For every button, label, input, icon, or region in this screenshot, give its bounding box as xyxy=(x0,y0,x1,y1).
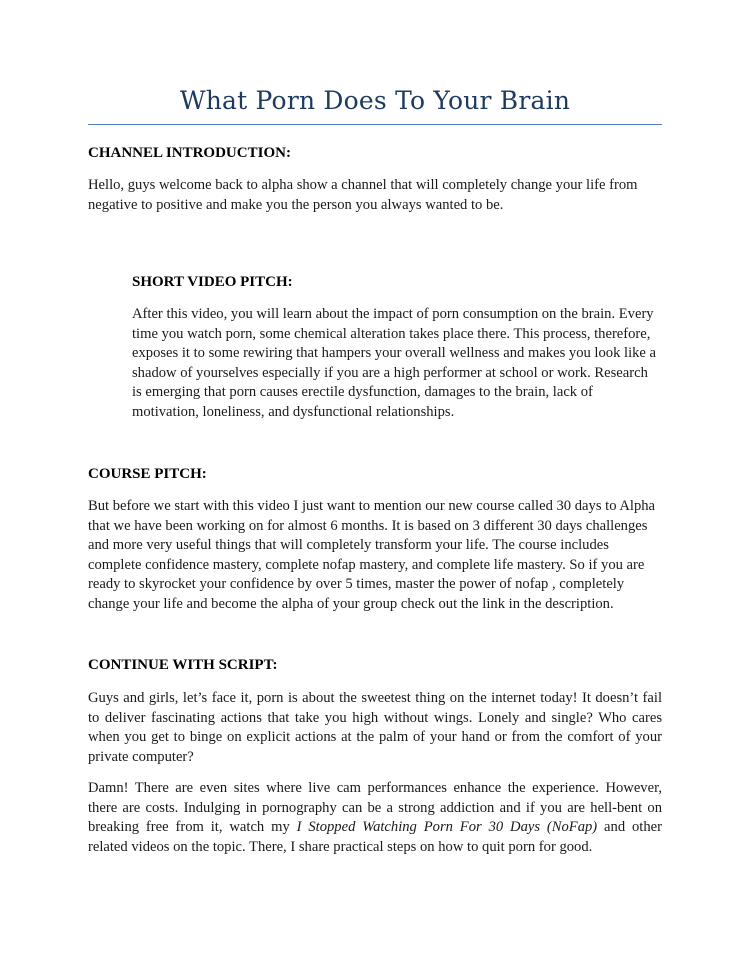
video-title-reference: I Stopped Watching Porn For 30 Days (NoFap) xyxy=(296,819,598,835)
title-underline-rule xyxy=(88,124,662,125)
text-line: exposes it to some rewiring that hampers your overall wellness and makes you look like a xyxy=(132,345,657,361)
paragraph-script-2 xyxy=(88,779,662,857)
text-line: But before we start with this video I just want to mention our new course called 30 days to Alpha xyxy=(88,498,656,514)
heading-continue-with-script: CONTINUE WITH SCRIPT: xyxy=(88,657,278,673)
text-line: Guys and girls, let’s face it, porn is about the sweetest thing on the internet today! It doesn’t fail xyxy=(88,690,662,706)
text-line: motivation, loneliness, and dysfunctional relationships. xyxy=(132,403,455,420)
paragraph-channel-introduction xyxy=(88,176,662,215)
paragraph-short-video-pitch xyxy=(132,305,662,422)
heading-channel-introduction: CHANNEL INTRODUCTION: xyxy=(88,145,291,161)
paragraph-script-1 xyxy=(88,689,662,767)
text-segment: and other xyxy=(597,819,662,835)
text-line: shadow of yourselves especially if you are a high performer at school or work. Research xyxy=(132,364,648,381)
text-line: negative to positive and make you the person you always wanted to be. xyxy=(88,196,504,213)
text-line: is emerging that porn causes erectile dysfunction, damages to the brain, lack of xyxy=(132,384,593,400)
document-title: What Porn Does To Your Brain xyxy=(179,86,571,115)
heading-course-pitch: COURSE PITCH: xyxy=(88,466,207,482)
text-line-with-video-reference xyxy=(88,818,662,838)
heading-short-video-pitch: SHORT VIDEO PITCH: xyxy=(132,274,293,290)
text-line: that we have been working on for almost 6 months. It is based on 3 different 30 days challenges xyxy=(88,517,648,534)
text-line: related videos on the topic. There, I share practical steps on how to quit porn for good. xyxy=(88,838,593,855)
text-line: there are costs. Indulging in pornography can be a strong addiction and if you are hell-bent on xyxy=(88,799,662,816)
text-line: to deliver fascinating actions that take you high without wings. Lonely and single? Who cares xyxy=(88,709,662,726)
text-line: Damn! There are even sites where live cam performances enhance the experience. However, xyxy=(88,780,662,796)
text-line: complete confidence mastery, complete nofap mastery, and complete life mastery. So if you are xyxy=(88,556,645,573)
text-line: when you get to binge on explicit actions at the palm of your hand or from the comfort of your xyxy=(88,729,662,745)
text-line: and more very useful things that will completely transform your life. The course includes xyxy=(88,537,609,553)
text-line: private computer? xyxy=(88,748,194,765)
paragraph-course-pitch xyxy=(88,497,662,614)
text-line: Hello, guys welcome back to alpha show a channel that will completely change your life from xyxy=(88,177,638,193)
text-line: change your life and become the alpha of your group check out the link in the description. xyxy=(88,595,614,612)
text-line: After this video, you will learn about the impact of porn consumption on the brain. Every xyxy=(132,306,654,322)
text-segment: breaking free from it, watch my xyxy=(88,819,297,835)
text-line: ready to skyrocket your confidence by over 5 times, master the power of nofap , completely xyxy=(88,576,625,592)
text-line: time you watch porn, some chemical alteration takes place there. This process, therefore, xyxy=(132,325,651,342)
